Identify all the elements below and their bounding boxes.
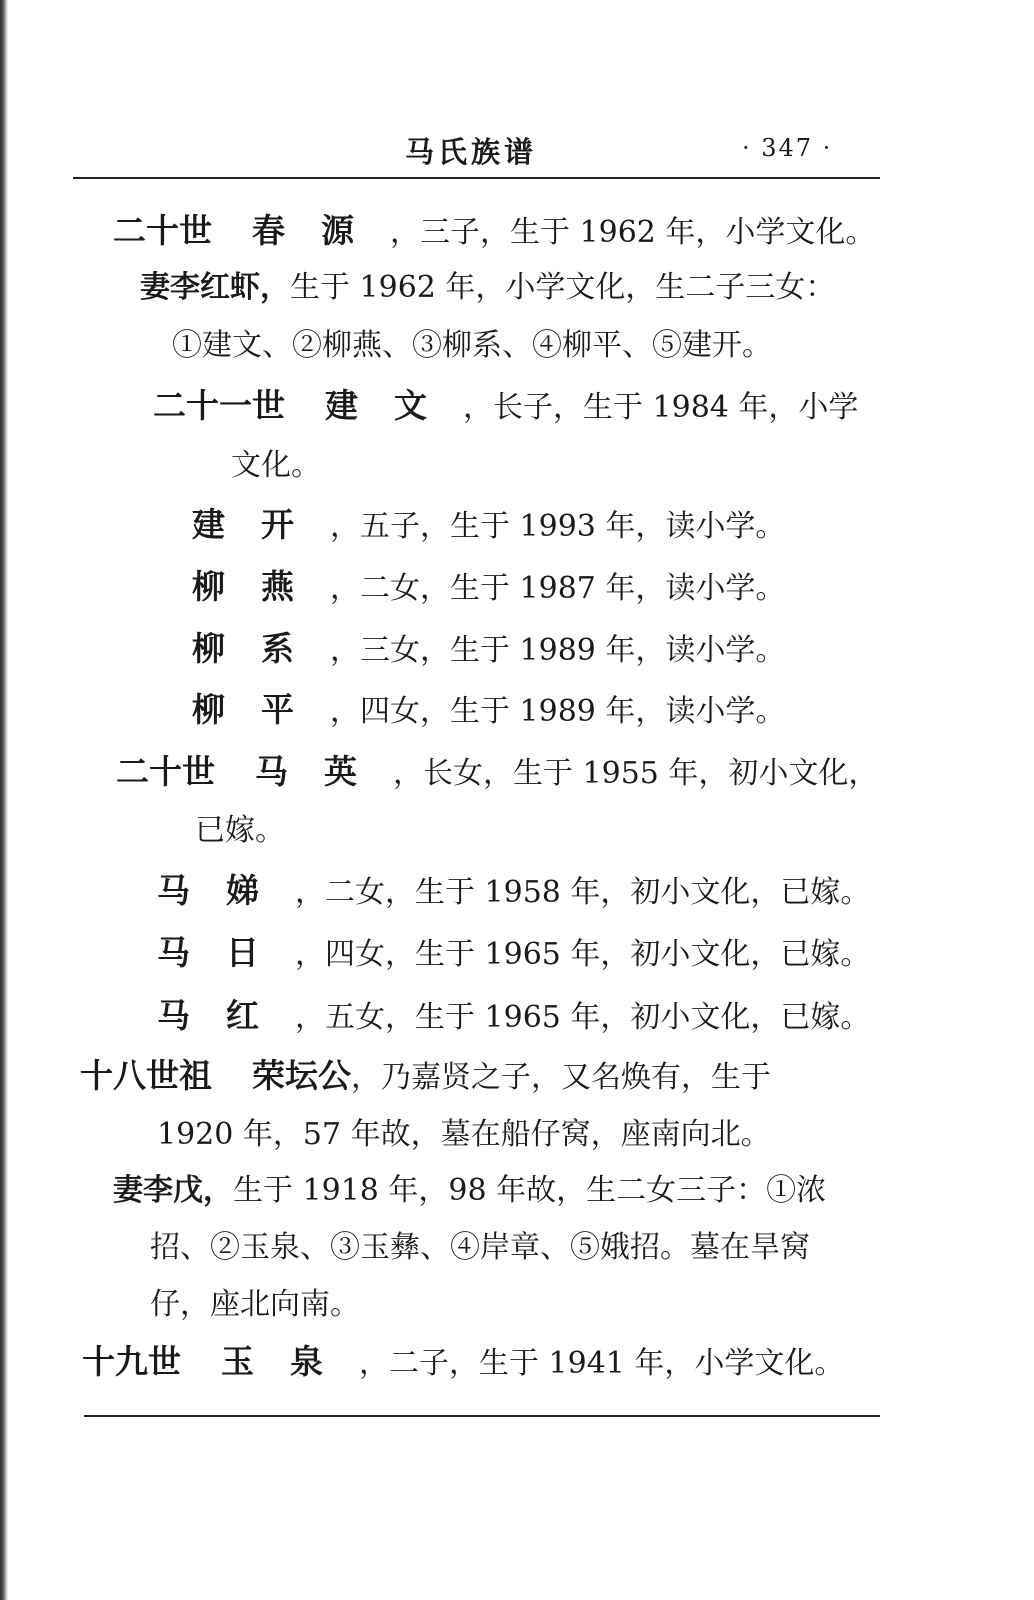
genealogy-entry xyxy=(157,996,870,1038)
header-rule xyxy=(73,177,880,179)
entry-text: 招、②玉泉、③玉彝、④岸章、⑤娥招。墓在旱窝 xyxy=(150,1230,810,1265)
generation-label: 十九世 xyxy=(82,1342,181,1381)
generation-label: 十八世祖 xyxy=(80,1056,212,1095)
person-name: 柳燕 xyxy=(192,567,330,606)
entry-text: ，三女，生于 1989 年，读小学。 xyxy=(330,633,786,668)
person-name: 玉泉 xyxy=(221,1342,359,1381)
genealogy-entry xyxy=(157,871,870,913)
person-name: 马英 xyxy=(255,752,393,791)
generation-label: 二十一世 xyxy=(153,386,285,425)
entry-text: 文化。 xyxy=(231,448,321,483)
entry-text: ，乃嘉贤之子，又名焕有，生于 xyxy=(351,1060,771,1095)
entry-text: ①建文、②柳燕、③柳系、④柳平、⑤建开。 xyxy=(172,328,772,363)
entry-text: ，二女，生于 1987 年，读小学。 xyxy=(330,571,786,606)
entry-text: ，长子，生于 1984 年，小学 xyxy=(463,390,859,425)
page-edge-shadow xyxy=(0,0,8,1600)
genealogy-entry xyxy=(82,1342,844,1384)
entry-continuation xyxy=(231,446,321,486)
book-title: 马氏族谱 xyxy=(405,135,538,169)
children-list xyxy=(172,326,772,366)
person-name: 马日 xyxy=(157,933,295,972)
entry-text: ，四女，生于 1989 年，读小学。 xyxy=(330,694,786,729)
genealogy-entry xyxy=(113,211,875,253)
spouse-name: 妻李戊， xyxy=(113,1173,233,1208)
genealogy-entry xyxy=(157,933,870,975)
entry-text: ，三子，生于 1962 年，小学文化。 xyxy=(390,215,876,250)
spouse-entry xyxy=(140,268,835,308)
person-name: 柳平 xyxy=(192,690,330,729)
entry-text: 生于 1918 年，98 年故，生二女三子：①浓 xyxy=(233,1173,827,1208)
entry-text: ，二子，生于 1941 年，小学文化。 xyxy=(359,1346,845,1381)
generation-label: 二十世 xyxy=(113,211,212,250)
person-name: 建文 xyxy=(325,386,463,425)
page-number: · 347 · xyxy=(742,134,833,162)
entry-continuation xyxy=(150,1228,810,1268)
entry-text: 已嫁。 xyxy=(195,813,285,848)
genealogy-entry xyxy=(153,386,858,428)
entry-continuation xyxy=(157,1115,771,1155)
spouse-entry xyxy=(113,1171,826,1211)
entry-text: 生于 1962 年，小学文化，生二子三女： xyxy=(290,270,836,305)
entry-text: 1920 年，57 年故，墓在船仔窝，座南向北。 xyxy=(157,1117,771,1152)
person-name: 荣坛公 xyxy=(252,1056,351,1095)
person-name: 建开 xyxy=(192,505,330,544)
person-name: 春源 xyxy=(252,211,390,250)
entry-continuation xyxy=(150,1285,360,1325)
genealogy-entry xyxy=(192,629,785,671)
entry-text: ，二女，生于 1958 年，初小文化，已嫁。 xyxy=(295,875,871,910)
genealogy-entry xyxy=(116,752,878,794)
entry-text: ，五女，生于 1965 年，初小文化，已嫁。 xyxy=(295,1000,871,1035)
person-name: 马红 xyxy=(157,996,295,1035)
genealogy-entry xyxy=(192,690,785,732)
entry-text: ，长女，生于 1955 年，初小文化， xyxy=(393,756,879,791)
entry-text: ，五子，生于 1993 年，读小学。 xyxy=(330,509,786,544)
entry-text: ，四女，生于 1965 年，初小文化，已嫁。 xyxy=(295,937,871,972)
generation-label: 二十世 xyxy=(116,752,215,791)
footer-rule xyxy=(84,1415,880,1417)
person-name: 马娣 xyxy=(157,871,295,910)
spouse-name: 妻李红虾， xyxy=(140,270,290,305)
entry-continuation xyxy=(195,811,285,851)
genealogy-entry xyxy=(192,505,785,547)
person-name: 柳系 xyxy=(192,629,330,668)
entry-text: 仔，座北向南。 xyxy=(150,1287,360,1322)
genealogy-entry xyxy=(192,567,785,609)
genealogy-entry xyxy=(80,1056,771,1098)
